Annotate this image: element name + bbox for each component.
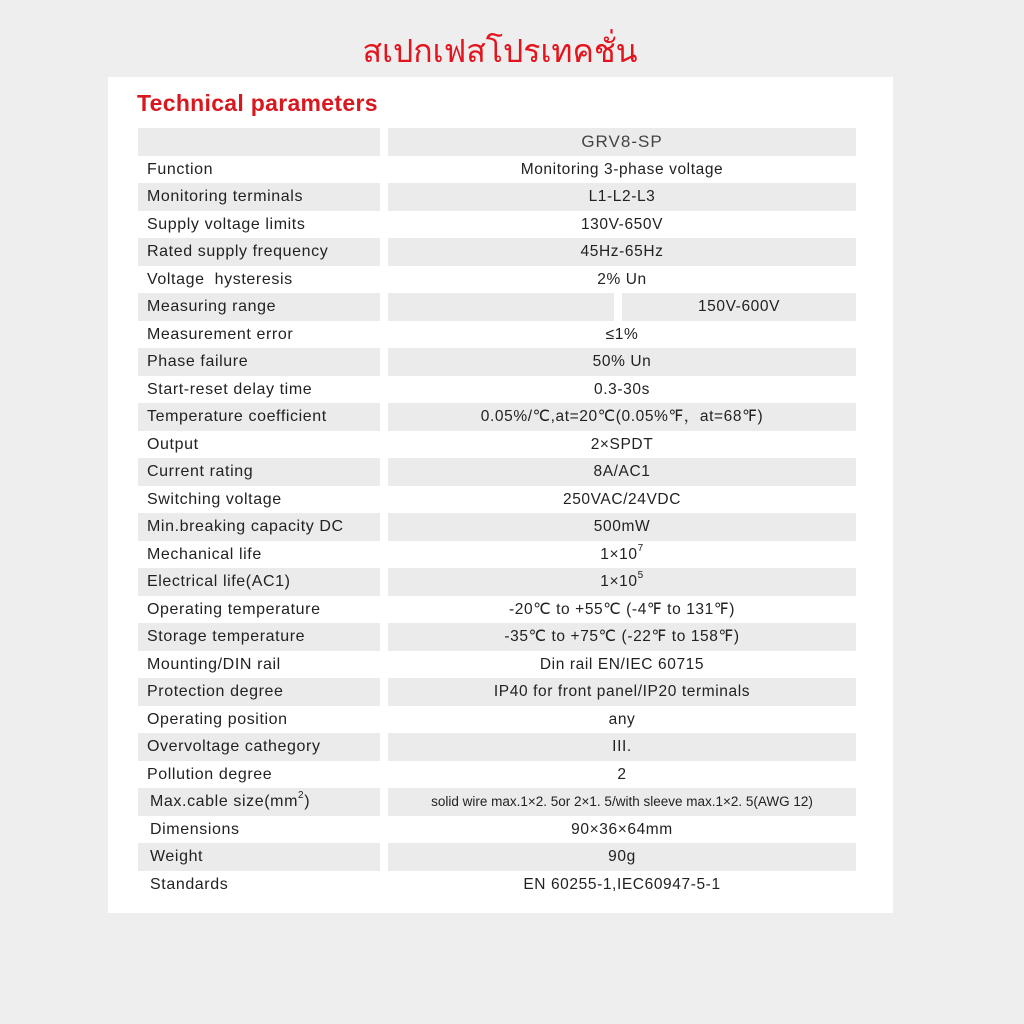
table-row: [138, 733, 856, 761]
start-reset-delay-value: 0.3-30s: [594, 380, 650, 398]
table-row: [138, 706, 856, 734]
standards-label: Standards: [150, 875, 229, 893]
page-title: สเปกเฟสโปรเทคชั่น: [362, 32, 638, 70]
electrical-life-base: 1×10: [600, 573, 638, 590]
voltage-hysteresis-label: Voltage hysteresis: [147, 270, 293, 288]
table-row: [138, 238, 856, 266]
table-row: [138, 211, 856, 239]
overvoltage-category-value: III.: [388, 733, 856, 761]
max-cable-size-label: [138, 788, 380, 816]
current-rating-value: 8A/AC1: [388, 458, 856, 486]
max-cable-size-value: solid wire max.1×2. 5or 2×1. 5/with sleeve max.1×2. 5(AWG 12): [388, 788, 856, 816]
output-label: Output: [147, 435, 199, 453]
table-row: [138, 843, 856, 871]
table-row: [138, 458, 856, 486]
pollution-degree-value: 2: [617, 765, 627, 783]
mounting-value: Din rail EN/IEC 60715: [539, 655, 705, 673]
electrical-life-exponent: 5: [637, 570, 644, 581]
weight-value: 90g: [388, 843, 856, 871]
operating-temperature-value: -20℃ to +55℃ (-4℉ to 131℉): [509, 600, 735, 618]
min-breaking-capacity-label: Min.breaking capacity DC: [138, 513, 380, 541]
table-row: [138, 486, 856, 514]
table-row: [138, 183, 856, 211]
table-row: [138, 348, 856, 376]
measurement-error-label: Measurement error: [147, 325, 294, 343]
table-row: [138, 403, 856, 431]
table-row: [138, 623, 856, 651]
function-label: Function: [147, 160, 214, 178]
protection-degree-value: IP40 for front panel/IP20 terminals: [388, 678, 856, 706]
overvoltage-category-label: Overvoltage cathegory: [138, 733, 380, 761]
supply-voltage-limits-label: Supply voltage limits: [147, 215, 306, 233]
standards-value: EN 60255-1,IEC60947-5-1: [523, 875, 721, 893]
function-value: Monitoring 3-phase voltage: [520, 160, 724, 178]
max-cable-size-label-exponent: 2: [298, 790, 305, 801]
measuring-range-label: Measuring range: [138, 293, 380, 321]
output-value: 2×SPDT: [590, 435, 654, 453]
rated-supply-frequency-value: 45Hz-65Hz: [388, 238, 856, 266]
table-row: [138, 761, 856, 789]
table-row: [138, 293, 856, 321]
mechanical-life-label: Mechanical life: [147, 545, 262, 563]
table-header-row: [138, 128, 856, 156]
operating-temperature-label: Operating temperature: [147, 600, 321, 618]
mounting-label: Mounting/DIN rail: [147, 655, 281, 673]
mechanical-life-value: [388, 541, 856, 569]
table-row: [138, 816, 856, 844]
model-name: GRV8-SP: [388, 128, 856, 156]
mechanical-life-base: 1×10: [600, 545, 638, 563]
mechanical-life-exponent: 7: [637, 542, 644, 554]
operating-position-label: Operating position: [147, 710, 288, 728]
max-cable-size-label-text: Max.cable size(mm: [150, 793, 299, 810]
table-row: [138, 651, 856, 679]
table-row: [138, 541, 856, 569]
monitoring-terminals-label: Monitoring terminals: [138, 183, 380, 211]
table-row: [138, 376, 856, 404]
table-row: [138, 266, 856, 294]
dimensions-label: Dimensions: [150, 820, 240, 838]
section-title: Technical parameters: [137, 90, 378, 116]
temperature-coefficient-label: Temperature coefficient: [138, 403, 380, 431]
current-rating-label: Current rating: [138, 458, 380, 486]
min-breaking-capacity-value: 500mW: [388, 513, 856, 541]
header-label-cell: [138, 128, 380, 156]
switching-voltage-value: 250VAC/24VDC: [562, 490, 682, 508]
dimensions-value: 90×36×64mm: [571, 820, 673, 838]
monitoring-terminals-value: L1-L2-L3: [388, 183, 856, 211]
voltage-hysteresis-value: 2% Un: [597, 270, 647, 288]
phase-failure-label: Phase failure: [138, 348, 380, 376]
table-row: [138, 431, 856, 459]
start-reset-delay-label: Start-reset delay time: [147, 380, 313, 398]
switching-voltage-label: Switching voltage: [147, 490, 282, 508]
table-row: [138, 513, 856, 541]
phase-failure-value: 50% Un: [388, 348, 856, 376]
electrical-life-value: [388, 568, 856, 596]
table-row: [138, 788, 856, 816]
storage-temperature-label: Storage temperature: [138, 623, 380, 651]
operating-position-value: any: [608, 710, 636, 728]
table-row: [138, 156, 856, 184]
table-row: [138, 678, 856, 706]
max-cable-size-label-tail: ): [304, 793, 311, 810]
electrical-life-label: Electrical life(AC1): [138, 568, 380, 596]
table-row: [138, 321, 856, 349]
measuring-range-value-group: [388, 293, 856, 321]
pollution-degree-label: Pollution degree: [147, 765, 273, 783]
supply-voltage-limits-value: 130V-650V: [580, 215, 664, 233]
table-row: [138, 871, 856, 899]
temperature-coefficient-value: 0.05%/℃,at=20℃(0.05%℉，at=68℉): [388, 403, 856, 431]
measuring-range-empty-cell: [388, 293, 614, 321]
weight-label: Weight: [138, 843, 380, 871]
spec-table: [138, 128, 856, 898]
rated-supply-frequency-label: Rated supply frequency: [138, 238, 380, 266]
table-row: [138, 596, 856, 624]
measurement-error-value: ≤1%: [605, 325, 639, 343]
table-row: [138, 568, 856, 596]
storage-temperature-value: -35℃ to +75℃ (-22℉ to 158℉): [388, 623, 856, 651]
protection-degree-label: Protection degree: [138, 678, 380, 706]
measuring-range-value: 150V-600V: [622, 293, 856, 321]
